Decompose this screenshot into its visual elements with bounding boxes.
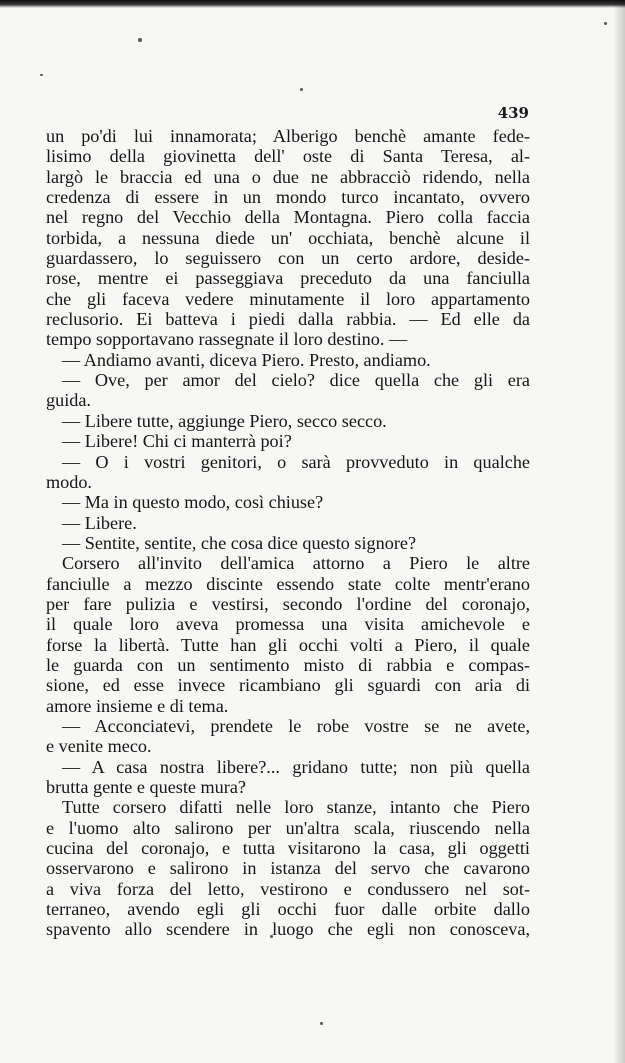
text-line: — Libere. [62, 512, 137, 533]
text-line: cucina del coronajo, e tutta visitarono la casa, gli oggetti [46, 838, 530, 859]
text-line: modo. [46, 471, 92, 492]
text-line: Tutte corsero difatti nelle loro stanze, intanto che Piero [62, 797, 530, 818]
text-line: il quale loro aveva promessa una visita amichevole e [46, 614, 530, 635]
text-line: — O i vostri genitori, o sarà provveduto in qualche [62, 451, 530, 472]
paper-speck [604, 22, 607, 25]
text-line: — A casa nostra libere?... gridano tutte; non più quella [62, 756, 530, 777]
text-line: sione, ed esse invece ricambiano gli sguardi con aria di [46, 675, 530, 696]
text-line: — Andiamo avanti, diceva Piero. Presto, andiamo. [62, 349, 431, 370]
paper-speck [40, 74, 43, 76]
text-line: tempo sopportavano rassegnate il loro destino. — [46, 329, 408, 350]
text-line: terraneo, avendo egli gli occhi fuor dalle orbite dallo [46, 899, 530, 920]
text-line: Corsero all'invito dell'amica attorno a Piero le altre [62, 553, 530, 574]
text-line: torbida, a nessuna diede un' occhiata, benchè alcune il [46, 227, 530, 248]
text-line: fanciulle a mezzo discinte essendo state colte mentr'erano [46, 573, 530, 594]
scan-top-edge [0, 0, 625, 8]
text-line: e l'uomo alto salirono per un'altra scala, riuscendo nella [46, 817, 530, 838]
text-line: nel regno del Vecchio della Montagna. Piero colla faccia [46, 207, 530, 228]
text-line: spavento allo scendere in luogo che egli non conosceva, [46, 919, 530, 940]
text-line: le guarda con un sentimento misto di rabbia e compas- [46, 654, 530, 675]
text-line: che gli faceva vedere minutamente il loro appartamento [46, 288, 530, 309]
text-line: a viva forza del letto, vestirono e condussero nel sot- [46, 878, 530, 899]
text-line: — Libere tutte, aggiunge Piero, secco secco. [62, 410, 387, 431]
scan-right-shadow [613, 0, 625, 1063]
page-number: 439 [497, 104, 529, 122]
body-text [46, 126, 530, 940]
text-line: lisimo della giovinetta dell' oste di Santa Teresa, al- [46, 146, 530, 167]
paper-speck [300, 88, 303, 91]
text-line: per fare pulizia e vestirsi, secondo l'ordine del coronajo, [46, 593, 530, 614]
text-line: — Ma in questo modo, così chiuse? [62, 492, 324, 513]
text-line: e venite meco. [46, 736, 152, 757]
text-line: brutta gente e queste mura? [46, 777, 246, 797]
text-line: guardassero, lo seguissero con un certo ardore, deside- [46, 248, 530, 269]
text-line: amore insieme e di tema. [46, 695, 229, 716]
text-line: largò le braccia ed una o due ne abbracciò ridendo, nella [46, 166, 530, 187]
text-line: — Ove, per amor del cielo? dice quella che gli era [62, 370, 530, 391]
text-line: reclusorio. Ei batteva i piedi dalla rabbia. — Ed elle da [46, 309, 530, 330]
text-line: forse la libertà. Tutte han gli occhi volti a Piero, il quale [46, 634, 530, 655]
text-line: — Sentite, sentite, che cosa dice questo signore? [62, 532, 417, 553]
text-line: — Acconciatevi, prendete le robe vostre se ne avete, [62, 715, 530, 736]
paper-speck [138, 38, 142, 42]
text-line: — Libere! Chi ci manterrà poi? [62, 431, 292, 452]
text-line: osservarono e salirono in istanza del servo che cavarono [46, 858, 530, 879]
paper-speck [320, 1022, 323, 1025]
text-line: rose, mentre ei passeggiava preceduto da una fanciulla [46, 268, 530, 289]
text-line: un po'di lui innamorata; Alberigo benchè amante fede- [46, 126, 530, 146]
text-line: credenza di essere in un mondo turco incantato, ovvero [46, 187, 530, 208]
text-line: guida. [46, 390, 91, 411]
